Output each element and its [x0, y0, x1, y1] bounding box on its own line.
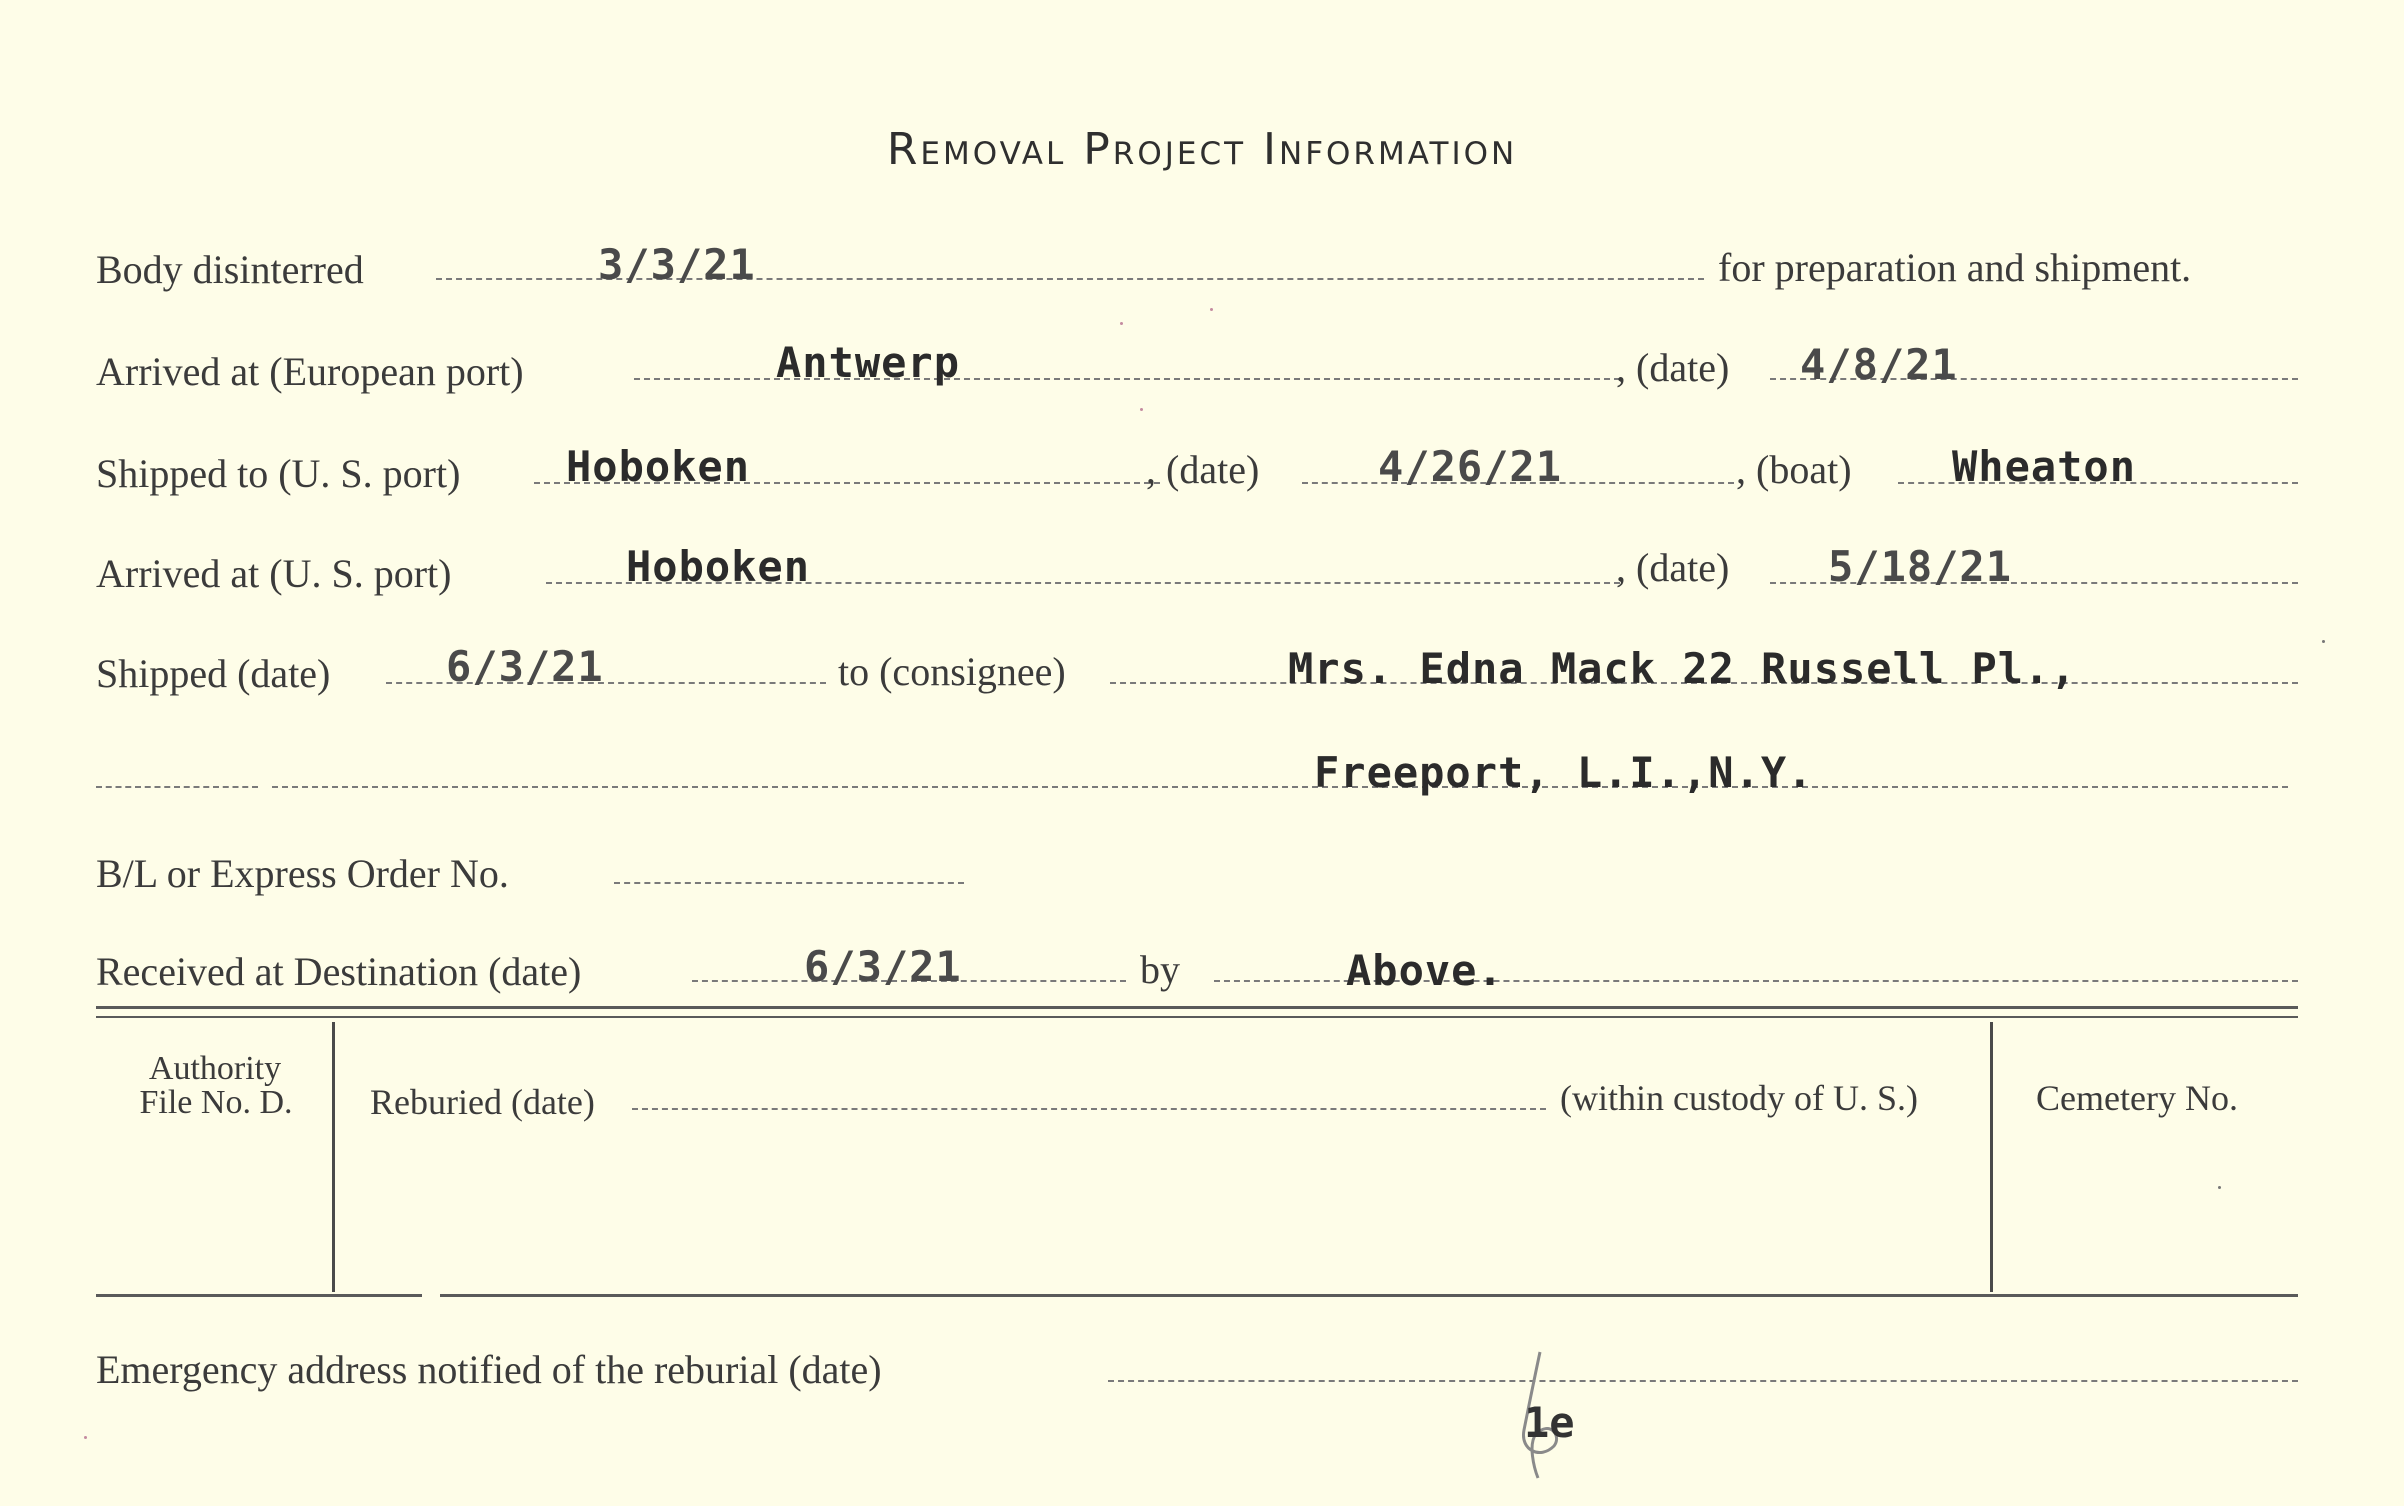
- custody-label: (within custody of U. S.): [1560, 1078, 1918, 1118]
- authority-label-line2: File No. D.: [139, 1084, 293, 1121]
- received-by-value: Above.: [1346, 946, 1504, 995]
- reburied-label: Reburied (date): [370, 1082, 595, 1122]
- table-top-rule-secondary: [96, 1016, 2298, 1018]
- shipped-us-label: Shipped to (U. S. port): [96, 451, 461, 496]
- emergency-label: Emergency address notified of the reburial (date): [96, 1347, 882, 1392]
- continuation-line: [272, 786, 2288, 788]
- card-title: Removal Project Information: [886, 124, 1518, 175]
- arrived-us-port: Hoboken: [626, 542, 811, 591]
- disinterred-suffix: for preparation and shipment.: [1718, 245, 2192, 290]
- shipped-us-boat-label: , (boat): [1736, 447, 1852, 492]
- shipped-us-port: Hoboken: [566, 442, 751, 491]
- table-bottom-rule-left: [96, 1294, 422, 1297]
- paper-speck: [1120, 322, 1123, 325]
- shipped-us-boat: Wheaton: [1952, 442, 2137, 491]
- bl-line: [614, 882, 964, 884]
- consignee-label: to (consignee): [838, 649, 1066, 694]
- shipped-date-label: Shipped (date): [96, 651, 331, 696]
- disinterred-date: 3/3/21: [598, 240, 756, 289]
- emergency-line: [1108, 1380, 2298, 1382]
- european-port-date-label: , (date): [1616, 345, 1730, 390]
- table-divider-left: [332, 1022, 335, 1292]
- european-port-value: Antwerp: [776, 338, 961, 387]
- arrived-us-label: Arrived at (U. S. port): [96, 551, 452, 596]
- arrived-us-date-label: , (date): [1616, 545, 1730, 590]
- table-divider-right: [1990, 1022, 1993, 1292]
- reburied-line: [632, 1108, 1546, 1110]
- bl-label: B/L or Express Order No.: [96, 851, 509, 896]
- paper-speck: [2218, 1186, 2221, 1189]
- consignee-line2: Freeport, L.I.,N.Y.: [1314, 748, 1814, 797]
- paper-speck: [2322, 640, 2325, 643]
- table-top-rule: [96, 1006, 2298, 1009]
- paper-speck: [1210, 308, 1213, 311]
- continuation-line-short: [96, 786, 258, 788]
- arrived-us-date: 5/18/21: [1828, 542, 2013, 591]
- received-date: 6/3/21: [804, 942, 962, 991]
- european-port-date: 4/8/21: [1800, 340, 1958, 389]
- european-port-label: Arrived at (European port): [96, 349, 524, 394]
- paper-speck: [1140, 408, 1143, 411]
- authority-label-line1: Authority: [148, 1050, 282, 1087]
- clerk-mark: 1e: [1524, 1398, 1575, 1447]
- shipped-us-date: 4/26/21: [1378, 442, 1563, 491]
- table-bottom-rule: [440, 1294, 2298, 1297]
- shipped-date-value: 6/3/21: [446, 642, 604, 691]
- received-label: Received at Destination (date): [96, 949, 582, 994]
- cemetery-label: Cemetery No.: [2036, 1078, 2238, 1118]
- shipped-us-date-label: , (date): [1146, 447, 1260, 492]
- paper-speck: [84, 1436, 87, 1439]
- consignee-line1: Mrs. Edna Mack 22 Russell Pl.,: [1288, 644, 2077, 693]
- received-by-label: by: [1140, 947, 1180, 992]
- disinterred-label: Body disinterred: [96, 247, 364, 292]
